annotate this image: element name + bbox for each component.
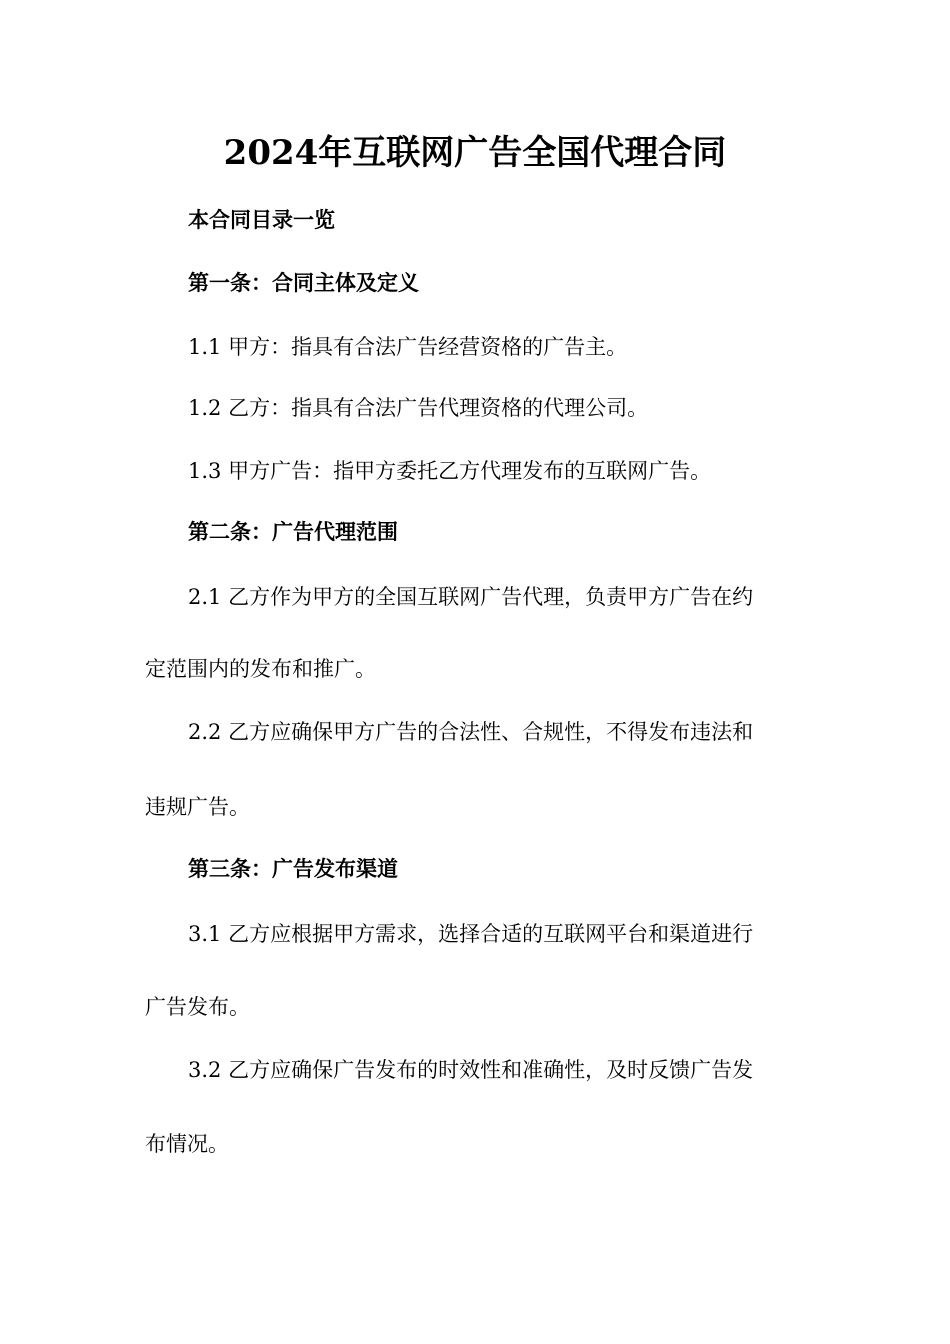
clause-1-2: 1.2 乙方：指具有合法广告代理资格的代理公司。 bbox=[188, 396, 649, 420]
clause-2-1-line2: 定范围内的发布和推广。 bbox=[145, 657, 376, 681]
section-2-heading: 第二条：广告代理范围 bbox=[188, 519, 398, 544]
section-3-heading: 第三条：广告发布渠道 bbox=[188, 856, 398, 881]
clause-2-2-line1: 2.2 乙方应确保甲方广告的合法性、合规性，不得发布违法和 bbox=[188, 720, 754, 744]
clause-3-2-line1: 3.2 乙方应确保广告发布的时效性和准确性，及时反馈广告发 bbox=[188, 1058, 754, 1082]
toc-heading: 本合同目录一览 bbox=[188, 207, 335, 232]
section-1-heading: 第一条：合同主体及定义 bbox=[188, 270, 419, 295]
clause-3-1-line2: 广告发布。 bbox=[145, 995, 250, 1019]
clause-1-1: 1.1 甲方：指具有合法广告经营资格的广告主。 bbox=[188, 335, 628, 359]
clause-3-1-line1: 3.1 乙方应根据甲方需求，选择合适的互联网平台和渠道进行 bbox=[188, 922, 754, 946]
document-title: 2024年互联网广告全国代理合同 bbox=[223, 133, 727, 173]
clause-3-2-line2: 布情况。 bbox=[145, 1132, 229, 1156]
clause-2-2-line2: 违规广告。 bbox=[145, 795, 250, 819]
clause-2-1-line1: 2.1 乙方作为甲方的全国互联网广告代理，负责甲方广告在约 bbox=[188, 585, 754, 609]
clause-1-3: 1.3 甲方广告：指甲方委托乙方代理发布的互联网广告。 bbox=[188, 459, 712, 483]
